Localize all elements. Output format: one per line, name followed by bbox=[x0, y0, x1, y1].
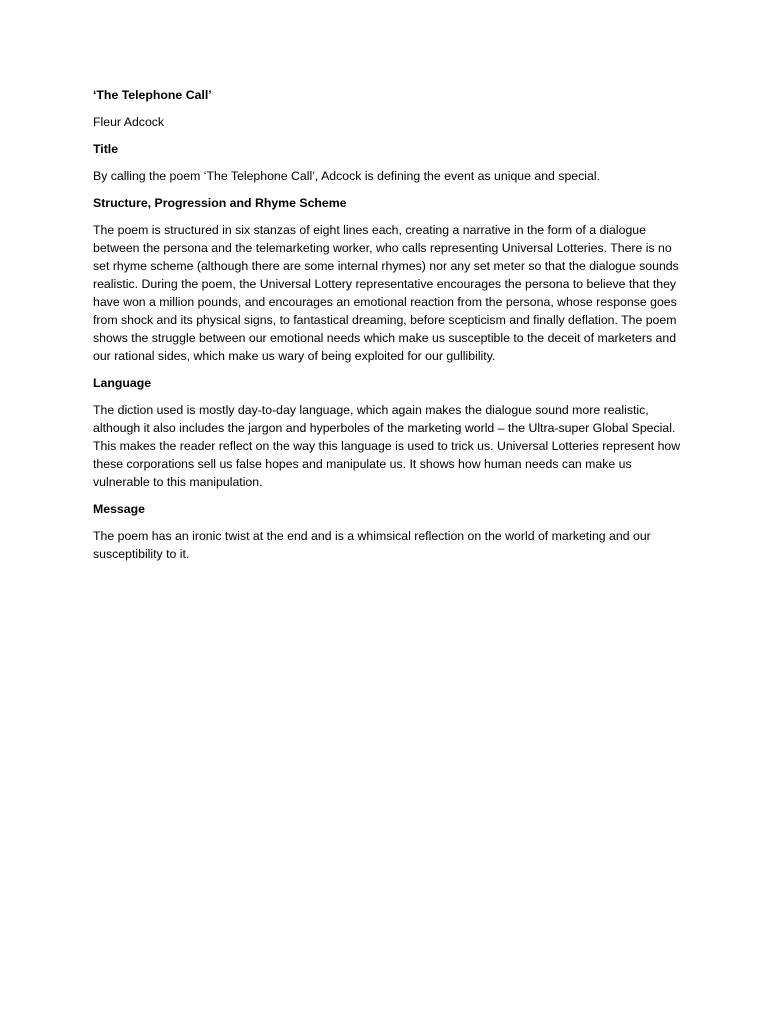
section-heading-title: Title bbox=[93, 142, 119, 156]
document-author: Fleur Adcock bbox=[93, 115, 165, 129]
section-body-structure: The poem is structured in six stanzas of eight lines each, creating a narrative in the form of a dialogue between the persona and the telemarketing worker, who calls representing Universal Lotteries. There is no set rhyme scheme (although there are some internal rhymes) nor any set meter so that the dialogue sounds realistic. During the poem, the Universal Lottery representative encourages the persona to believe that they have won a million pounds, and encourages an emotional reaction from the persona, whose response goes from shock and its physical signs, to fantastical dreaming, before scepticism and finally deflation. The poem shows the struggle between our emotional needs which make us susceptible to the deceit of marketers and our rational sides, which make us wary of being exploited for our gullibility. bbox=[93, 223, 679, 363]
section-heading-language: Language bbox=[93, 376, 152, 390]
section-heading-structure: Structure, Progression and Rhyme Scheme bbox=[93, 196, 347, 210]
section-heading-message: Message bbox=[93, 502, 145, 516]
section-body-title: By calling the poem ‘The Telephone Call’, Adcock is defining the event as unique and special. bbox=[93, 169, 600, 183]
section-body-message: The poem has an ironic twist at the end and is a whimsical reflection on the world of marketing and our susceptibility to it. bbox=[93, 529, 651, 561]
document-page bbox=[93, 86, 683, 572]
section-body-language: The diction used is mostly day-to-day language, which again makes the dialogue sound more realistic, although it also includes the jargon and hyperboles of the marketing world – the Ultra-super Global Special. This makes the reader reflect on the way this language is used to trick us. Universal Lotteries represent how these corporations sell us false hopes and manipulate us. It shows how human needs can make us vulnerable to this manipulation. bbox=[93, 403, 681, 489]
document-title: ‘The Telephone Call’ bbox=[93, 88, 212, 102]
